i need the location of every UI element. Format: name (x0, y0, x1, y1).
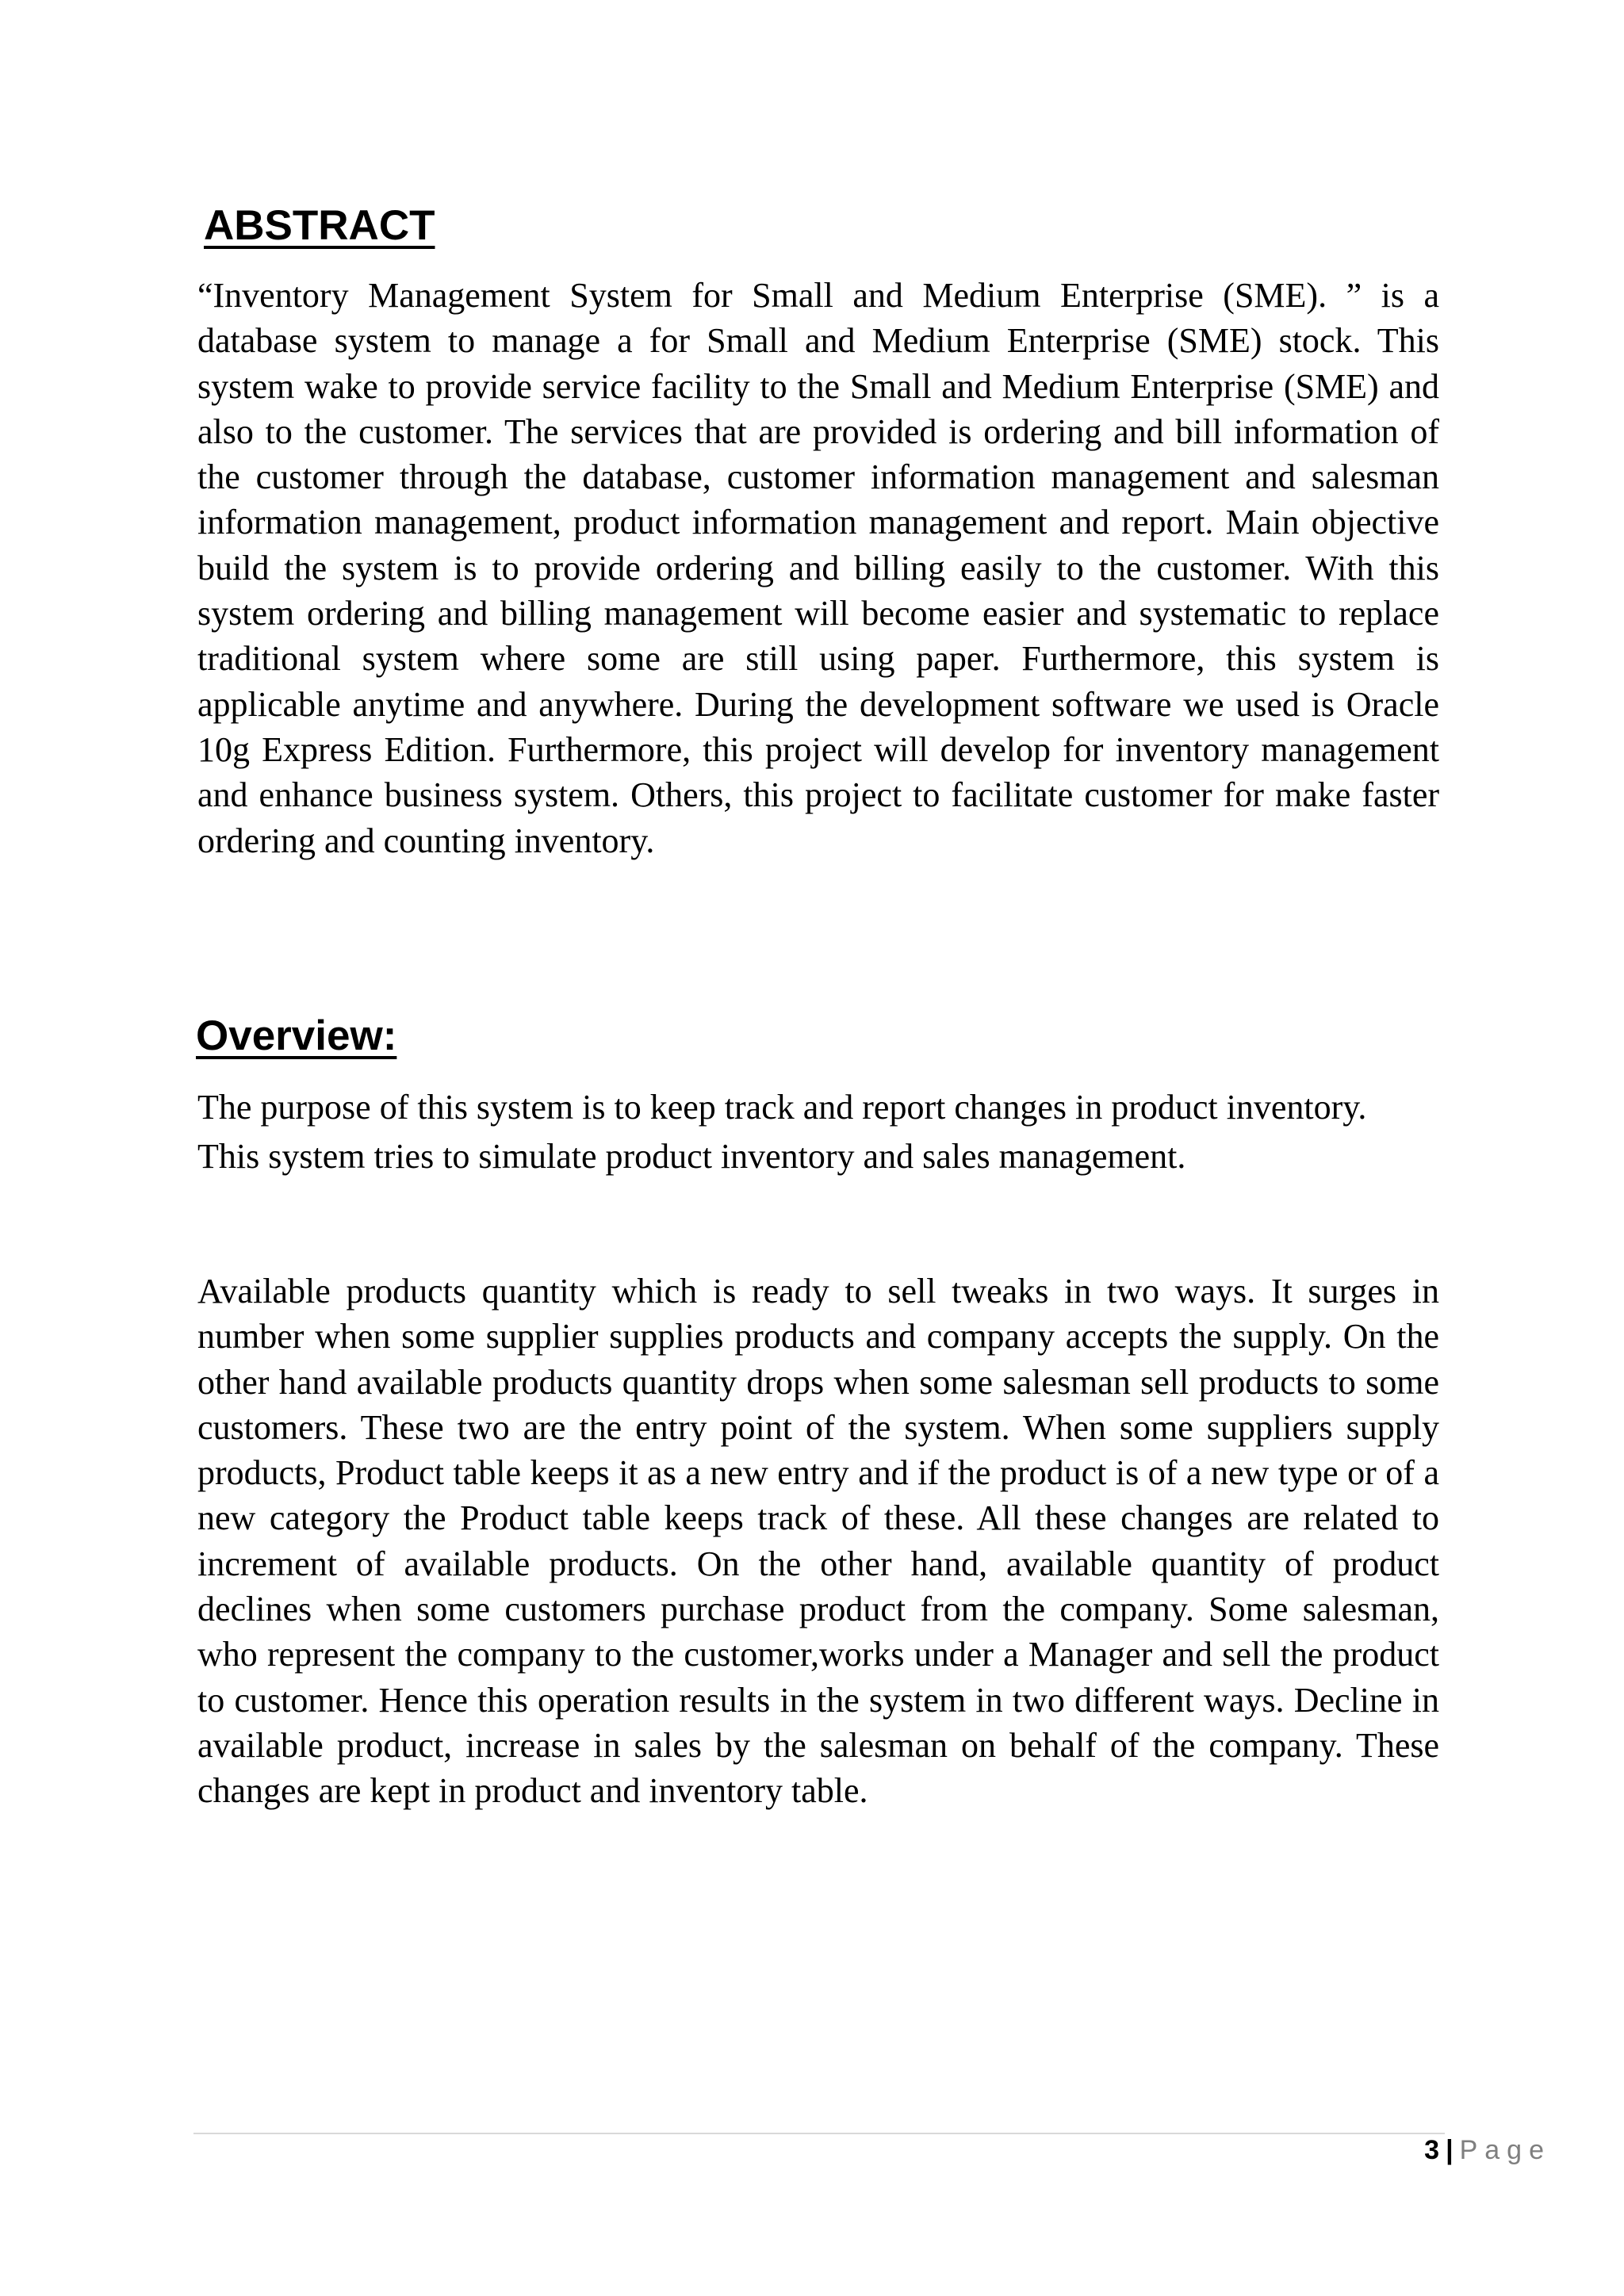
abstract-paragraph: “Inventory Management System for Small and Medium Enterprise (SME). ” is a database system to manage a for Small and Medium Enterprise (SME) stock. This system wake to provide service facility to the Small and Medium Enterprise (SME) and also to the customer. The services that are provided is ordering and bill information of the customer through the database, customer information management and salesman information management, product information management and report. Main objective build the system is to provide ordering and billing easily to the customer. With this system ordering and billing management will become easier and systematic to replace traditional system where some are still using paper. Furthermore, this system is applicable anytime and anywhere. During the development software we used is Oracle 10g Express Edition. Furthermore, this project will develop for inventory management and enhance business system. Others, this project to facilitate customer for make faster ordering and counting inventory. (197, 276, 1439, 860)
footer-divider (193, 2133, 1445, 2134)
page-label: Page (1459, 2135, 1551, 2165)
footer-separator: | (1446, 2135, 1454, 2165)
abstract-heading: ABSTRACT (204, 202, 435, 249)
page-number: 3 (1424, 2135, 1440, 2165)
overview-paragraph-1: The purpose of this system is to keep track and report changes in product inventory. This system tries to simulate product inventory and sales management. (197, 1088, 1367, 1176)
page-footer (1424, 2134, 1551, 2166)
overview-paragraph-2: Available products quantity which is ready to sell tweaks in two ways. It surges in number when some supplier supplies products and company accepts the supply. On the other hand available products quantity drops when some salesman sell products to some customers. These two are the entry point of the system. When some suppliers supply products, Product table keeps it as a new entry and if the product is of a new type or of a new category the Product table keeps track of these. All these changes are related to increment of available products. On the other hand, available quantity of product declines when some customers purchase product from the company. Some salesman, who represent the company to the customer,works under a Manager and sell the product to customer. Hence this operation results in the system in two different ways. Decline in available product, increase in sales by the salesman on behalf of the company. These changes are kept in product and inventory table. (197, 1272, 1439, 1811)
overview-heading: Overview: (196, 1012, 397, 1059)
